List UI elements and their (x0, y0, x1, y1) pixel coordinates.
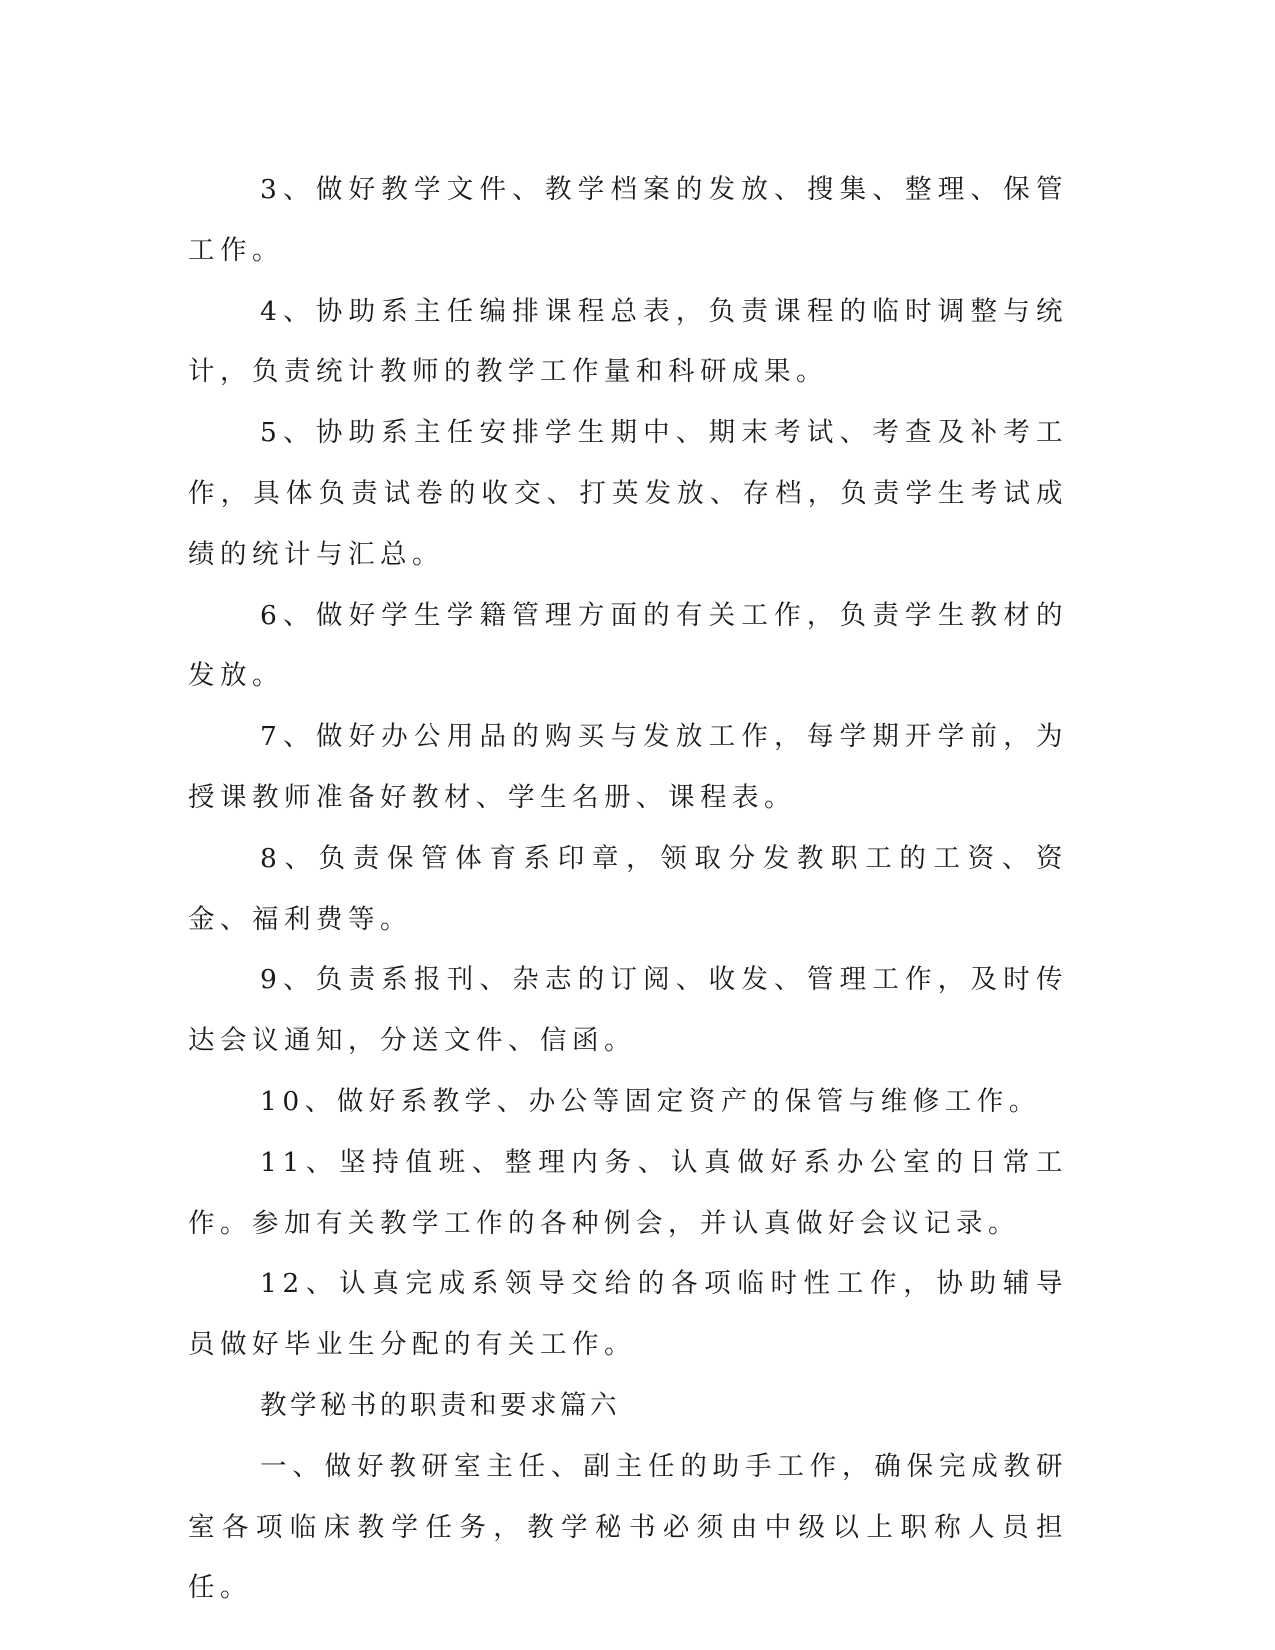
document-body (188, 160, 1068, 1619)
paragraph-item-9: 9、负责系报刊、杂志的订阅、收发、管理工作，及时传达会议通知，分送文件、信函。 (188, 964, 1068, 1057)
paragraph-item-3: 3、做好教学文件、教学档案的发放、搜集、整理、保管工作。 (188, 174, 1068, 266)
paragraph-item-4: 4、协助系主任编排课程总表，负责课程的临时调整与统计，负责统计教师的教学工作量和科研成果。 (188, 295, 1068, 388)
paragraph-item-8: 8、负责保管体育系印章，领取分发教职工的工资、资金、福利费等。 (188, 842, 1068, 935)
paragraph-item-7: 7、做好办公用品的购买与发放工作，每学期开学前，为授课教师准备好教材、学生名册、课程表。 (188, 721, 1068, 813)
paragraph-item-5: 5、协助系主任安排学生期中、期末考试、考查及补考工作，具体负责试卷的收交、打英发放、存档，负责学生考试成绩的统计与汇总。 (188, 417, 1068, 570)
paragraph-item-6: 6、做好学生学籍管理方面的有关工作，负责学生教材的发放。 (188, 599, 1068, 692)
section-heading: 教学秘书的职责和要求篇六 (260, 1389, 620, 1421)
closing-paragraph: 一、做好教研室主任、副主任的助手工作，确保完成教研室各项临床教学任务，教学秘书必须由中级以上职称人员担任。 (188, 1450, 1068, 1604)
paragraph-item-11: 11、坚持值班、整理内务、认真做好系办公室的日常工作。参加有关教学工作的各种例会，并认真做好会议记录。 (188, 1146, 1068, 1239)
paragraph-item-10: 10、做好系教学、办公等固定资产的保管与维修工作。 (260, 1085, 1041, 1117)
paragraph-item-12: 12、认真完成系领导交给的各项临时性工作，协助辅导员做好毕业生分配的有关工作。 (188, 1268, 1068, 1361)
